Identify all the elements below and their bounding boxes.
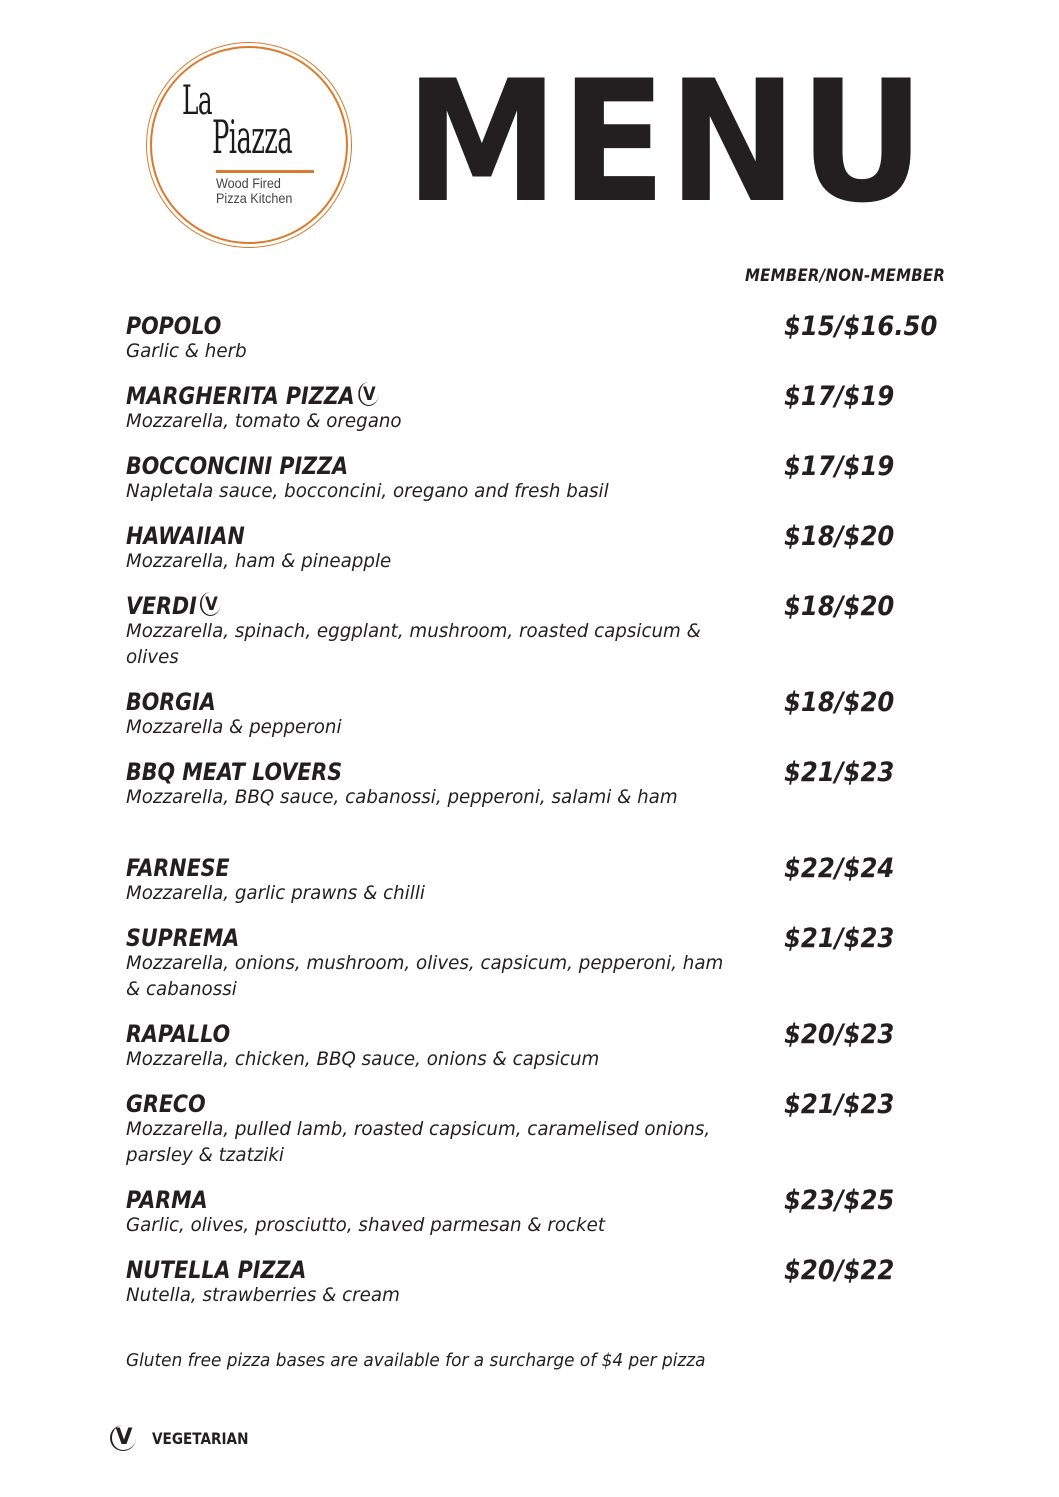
- menu-item-price: $18/$20: [784, 521, 895, 552]
- menu-item-name-text: BORGIA: [126, 688, 216, 716]
- menu-item-name: [126, 1256, 306, 1284]
- menu-item-name: [126, 1186, 208, 1214]
- menu-item-price: $17/$19: [784, 451, 895, 482]
- menu-item-description: Mozzarella, spinach, eggplant, mushroom, roasted capsicum & olives: [126, 620, 701, 668]
- logo-divider: [216, 170, 314, 173]
- menu-item-description: Mozzarella & pepperoni: [126, 716, 342, 738]
- menu-item-name: [126, 758, 342, 786]
- menu-item-price: $21/$23: [784, 923, 895, 954]
- menu-item-description: Nutella, strawberries & cream: [126, 1284, 400, 1306]
- vegetarian-icon: V: [200, 592, 221, 616]
- menu-item-description: Napletala sauce, bocconcini, oregano and fresh basil: [126, 480, 609, 502]
- menu-item-name-text: NUTELLA PIZZA: [126, 1256, 307, 1284]
- menu-item-description: Mozzarella, pulled lamb, roasted capsicum, caramelised onions, parsley & tzatziki: [126, 1118, 711, 1166]
- menu-item-price: $18/$20: [784, 591, 895, 622]
- menu-item-name: [126, 452, 348, 480]
- menu-item: [126, 924, 1006, 1002]
- menu-item: [126, 758, 1006, 810]
- menu-item-price: $23/$25: [784, 1185, 895, 1216]
- menu-item: [126, 1256, 1006, 1308]
- menu-item-name-text: RAPALLO: [126, 1020, 231, 1048]
- logo-la: La: [182, 78, 213, 124]
- menu-item-name-text: BBQ MEAT LOVERS: [126, 758, 343, 786]
- menu-item: [126, 592, 1006, 670]
- menu-item-price: $18/$20: [784, 687, 895, 718]
- menu-item-name: [126, 924, 239, 952]
- gluten-free-note: Gluten free pizza bases are available for a surcharge of $4 per pizza: [126, 1350, 706, 1371]
- menu-item: [126, 522, 1006, 574]
- menu-item-name-text: GRECO: [126, 1090, 206, 1118]
- menu-item: [126, 1186, 1006, 1238]
- menu-item-name-text: PARMA: [126, 1186, 208, 1214]
- menu-item-price: $15/$16.50: [784, 311, 938, 342]
- menu-item: [126, 1020, 1006, 1072]
- price-column-header: MEMBER/NON-MEMBER: [745, 266, 946, 286]
- menu-item-name: [126, 312, 221, 340]
- logo-subtitle-line1: Wood Fired: [216, 175, 281, 191]
- menu-item-name: [126, 688, 216, 716]
- menu-item: [126, 1090, 1006, 1168]
- menu-item-name: [126, 1020, 230, 1048]
- menu-item-price: $20/$23: [784, 1019, 895, 1050]
- menu-item-name: [126, 854, 230, 882]
- menu-item-description: Garlic, olives, prosciutto, shaved parmesan & rocket: [126, 1214, 606, 1236]
- menu-item-description: Garlic & herb: [126, 340, 247, 362]
- menu-item: [126, 452, 1006, 504]
- menu-item-description: Mozzarella, tomato & oregano: [126, 410, 402, 432]
- menu-item-description: Mozzarella, onions, mushroom, olives, capsicum, pepperoni, ham & cabanossi: [126, 952, 724, 1000]
- logo-piazza: Piazza: [212, 110, 293, 164]
- menu-item-name: [126, 592, 221, 620]
- menu-item-price: $17/$19: [784, 381, 895, 412]
- la-piazza-logo: [150, 46, 348, 244]
- vegetarian-icon: V: [110, 1425, 136, 1451]
- menu-item-description: Mozzarella, BBQ sauce, cabanossi, pepperoni, salami & ham: [126, 786, 678, 808]
- vegetarian-icon: V: [358, 382, 379, 406]
- vegetarian-legend-label: VEGETARIAN: [152, 1428, 249, 1448]
- menu-item-price: $20/$22: [784, 1255, 895, 1286]
- menu-item-price: $21/$23: [784, 757, 895, 788]
- menu-item-name-text: MARGHERITA PIZZA: [126, 382, 355, 410]
- menu-item-name-text: VERDI: [126, 592, 197, 620]
- menu-item: [126, 312, 1006, 364]
- menu-item-name-text: POPOLO: [126, 312, 222, 340]
- page-title: MENU: [405, 44, 927, 240]
- menu-item-name-text: BOCCONCINI PIZZA: [126, 452, 349, 480]
- menu-item-name-text: SUPREMA: [126, 924, 240, 952]
- menu-item-price: $21/$23: [784, 1089, 895, 1120]
- menu-item-description: Mozzarella, garlic prawns & chilli: [126, 882, 425, 904]
- menu-item-description: Mozzarella, chicken, BBQ sauce, onions & capsicum: [126, 1048, 600, 1070]
- menu-item-name-text: HAWAIIAN: [126, 522, 245, 550]
- menu-item-price: $22/$24: [784, 853, 895, 884]
- menu-item: [126, 382, 1006, 434]
- vegetarian-legend: [110, 1425, 265, 1451]
- menu-item-description: Mozzarella, ham & pineapple: [126, 550, 392, 572]
- menu-item: [126, 688, 1006, 740]
- logo-subtitle-line2: Pizza Kitchen: [216, 190, 293, 206]
- menu-item-name: [126, 382, 379, 410]
- menu-item-name-text: FARNESE: [126, 854, 230, 882]
- menu-item-name: [126, 522, 245, 550]
- logo-subtitle: [216, 176, 315, 206]
- menu-item-name: [126, 1090, 206, 1118]
- menu-item: [126, 854, 1006, 906]
